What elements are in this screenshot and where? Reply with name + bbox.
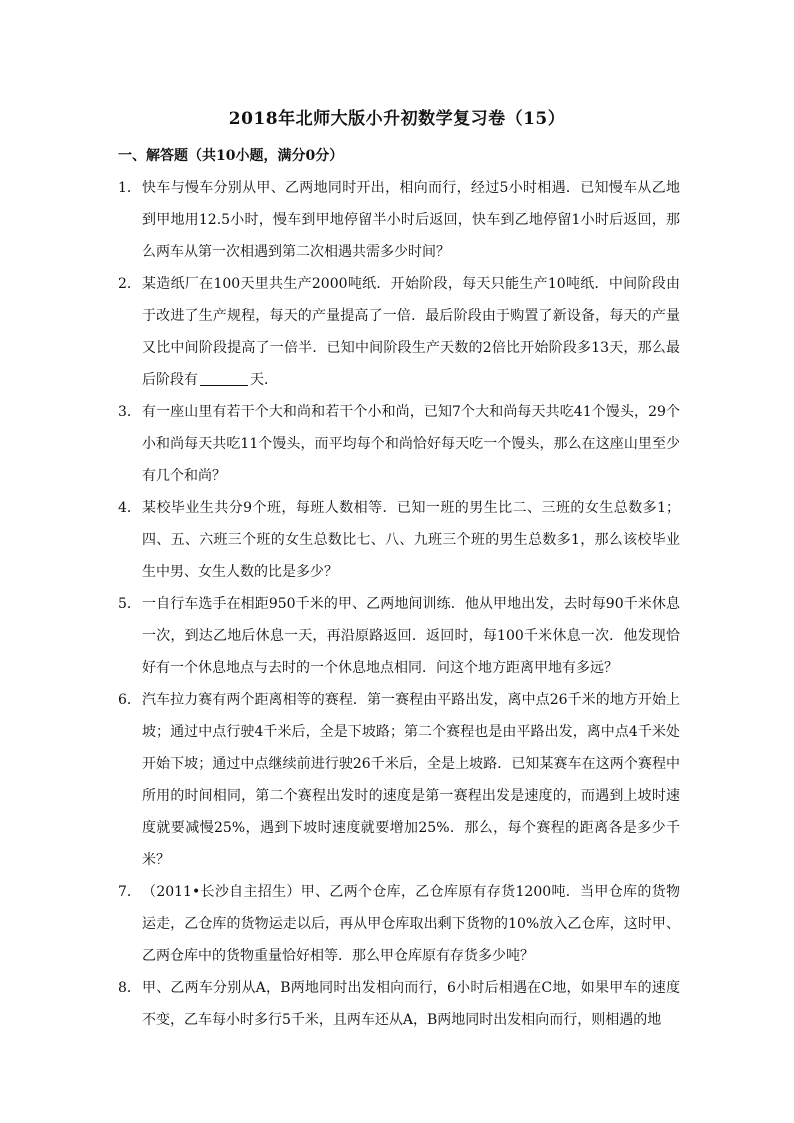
answer-blank[interactable]	[200, 371, 248, 386]
problem-number: 7．	[118, 884, 141, 900]
problem-text-end: 天．	[250, 372, 278, 388]
problem-text: 甲、乙两车分别从A，B两地同时出发相向而行，6小时后相遇在C地，如果甲车的速度不变，乙车每小时多行5千米，且两车还从A，B两地同时出发相向而行，则相遇的地	[142, 980, 680, 1028]
problem-number: 3．	[118, 404, 141, 420]
problem-number: 8．	[118, 980, 141, 996]
problem-text: 有一座山里有若干个大和尚和若干个小和尚，已知7个大和尚每天共吃41个馒头，29个小和尚每天共吃11个馒头，而平均每个和尚恰好每天吃一个馒头，那么在这座山里至少有几个和尚？	[142, 404, 680, 484]
problem-text: 某校毕业生共分9个班，每班人数相等．已知一班的男生比二、三班的女生总数多1；四、五、六班三个班的女生总数比七、八、九班三个班的男生总数多1，那么该校毕业生中男、女生人数的比是多少？	[142, 500, 680, 580]
page-title: 2018年北师大版小升初数学复习卷（15）	[228, 109, 566, 129]
problem-number: 1．	[118, 180, 141, 196]
problem-8	[118, 972, 680, 1036]
problem-3	[118, 396, 680, 492]
problem-text: 甲、乙两个仓库，乙仓库原有存货1200吨．当甲仓库的货物运走，乙仓库的货物运走以后，再从甲仓库取出剩下货物的10%放入乙仓库，这时甲、乙两仓库中的货物重量恰好相等．那么甲仓库原有存货多少吨？	[142, 884, 680, 964]
problem-number: 5．	[118, 596, 141, 612]
problem-5	[118, 588, 680, 684]
problem-text: 快车与慢车分别从甲、乙两地同时开出，相向而行，经过5小时相遇．已知慢车从乙地到甲地用12.5小时，慢车到甲地停留半小时后返回，快车到乙地停留1小时后返回，那么两车从第一次相遇到第二次相遇共需多少时间？	[142, 180, 680, 260]
problem-text: 汽车拉力赛有两个距离相等的赛程．第一赛程由平路出发，离中点26千米的地方开始上坡；通过中点行驶4千米后，全是下坡路；第二个赛程也是由平路出发，离中点4千米处开始下坡；通过中点继续前进行驶26千米后，全是上坡路．已知某赛车在这两个赛程中所用的时间相同，第二个赛程出发时的速度是第一赛程出发是速度的，而遇到上坡时速度就要减慢25%，遇到下坡时速度就要增加25%．那么，每个赛程的距离各是多少千米？	[142, 692, 680, 868]
problem-2	[118, 268, 680, 396]
problem-4	[118, 492, 680, 588]
problem-1	[118, 172, 680, 268]
problem-text: 某造纸厂在100天里共生产2000吨纸．开始阶段，每天只能生产10吨纸．中间阶段由于改进了生产规程，每天的产量提高了一倍．最后阶段由于购置了新设备，每天的产量又比中间阶段提高了一倍半．已知中间阶段生产天数的2倍比开始阶段多13天，那么最后阶段有	[142, 276, 680, 388]
problem-7	[118, 876, 680, 972]
problem-number: 2．	[118, 276, 141, 292]
problem-text: 一自行车选手在相距950千米的甲、乙两地间训练．他从甲地出发，去时每90千米休息一次，到达乙地后休息一天，再沿原路返回．返回时，每100千米休息一次．他发现恰好有一个休息地点与去时的一个休息地点相同．问这个地方距离甲地有多远？	[142, 596, 680, 676]
section-heading: 一、解答题（共10小题，满分0分）	[118, 148, 344, 164]
problem-6	[118, 684, 680, 876]
problem-number: 6．	[118, 692, 141, 708]
problem-list	[118, 172, 680, 1036]
problem-source: （2011•长沙自主招生）	[142, 884, 301, 900]
problem-number: 4．	[118, 500, 141, 516]
